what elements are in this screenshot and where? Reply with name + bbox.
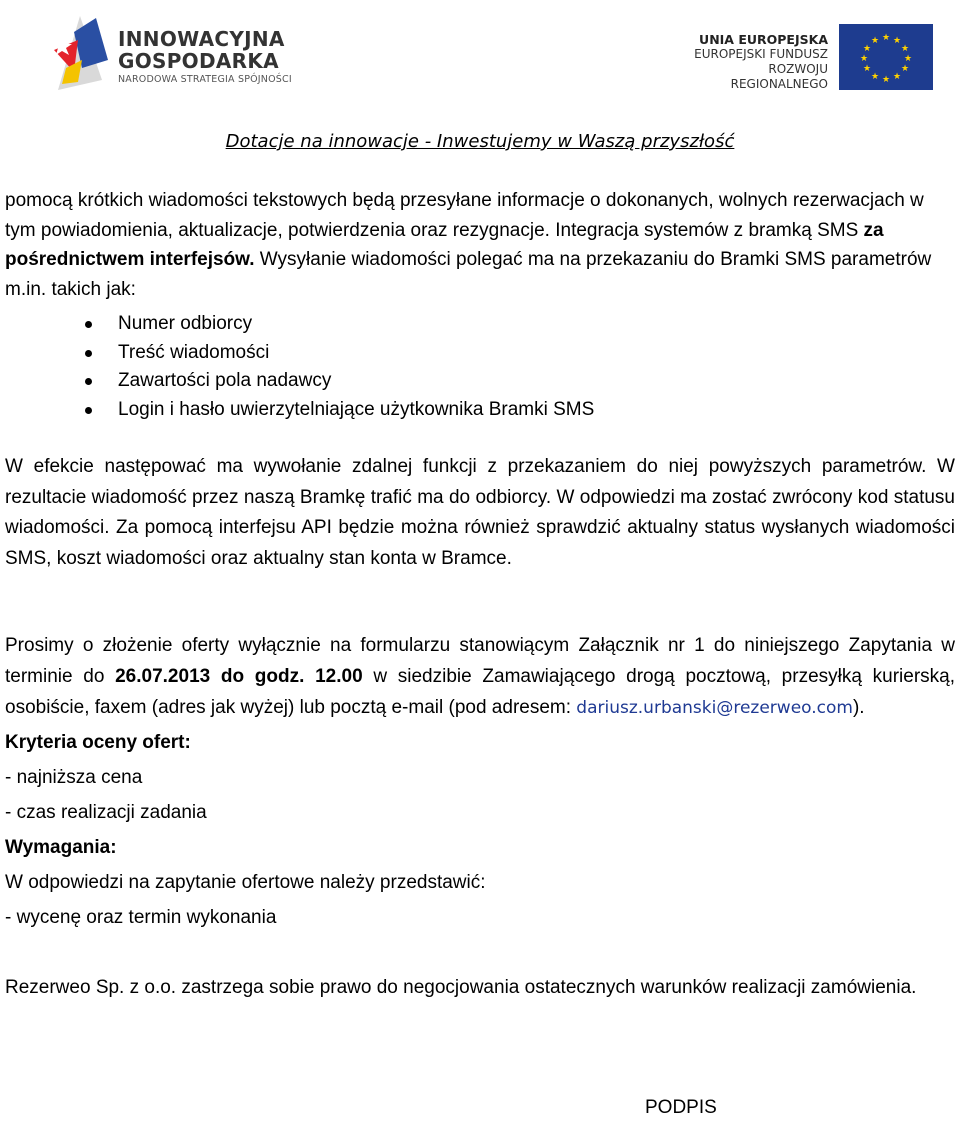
offer-deadline: 26.07.2013 do godz. 12.00 bbox=[115, 666, 363, 687]
requirements-item: - wycenę oraz termin wykonania bbox=[5, 907, 277, 928]
offer-text-c: w siedzibie Zamawiającego drogą pocztową, przesyłką kurierską, osobiście, faxem (adres jak wyżej) lub pocztą e-mail (pod adresem: bbox=[5, 666, 955, 718]
document-body bbox=[5, 186, 955, 1003]
svg-text:★: ★ bbox=[862, 64, 872, 74]
list-item-text: Zawartości pola nadawcy bbox=[118, 370, 332, 391]
svg-text:★: ★ bbox=[900, 64, 910, 74]
svg-text:★: ★ bbox=[900, 44, 910, 54]
bullet-icon bbox=[85, 378, 92, 385]
parameters-list bbox=[5, 310, 955, 424]
email-link[interactable]: dariusz.urbanski@rezerweo.com bbox=[576, 698, 853, 718]
intro-text-bold: za pośrednictwem interfejsów. bbox=[5, 219, 884, 270]
signature-label: PODPIS bbox=[645, 1097, 717, 1118]
criteria-item: - czas realizacji zadania bbox=[5, 802, 207, 823]
paragraph-reservation: Rezerweo Sp. z o.o. zastrzega sobie prawo do negocjowania ostatecznych warunków realizacji zamówienia. bbox=[5, 977, 917, 998]
requirements-intro: W odpowiedzi na zapytanie ofertowe należy przedstawić: bbox=[5, 872, 486, 893]
paragraph-offer bbox=[5, 630, 955, 724]
list-item-text: Login i hasło uwierzytelniające użytkownika Bramki SMS bbox=[118, 398, 595, 420]
bullet-icon bbox=[85, 350, 92, 357]
page-header bbox=[0, 0, 960, 100]
criteria-heading: Kryteria oceny ofert: bbox=[5, 732, 191, 753]
logo-line-2: GOSPODARKA bbox=[118, 49, 279, 73]
list-item bbox=[5, 396, 955, 425]
paragraph-effect: W efekcie następować ma wywołanie zdalnej funkcji z przekazaniem do niej powyższych parametrów. W rezultacie wiadomość przez naszą Bramkę trafić ma do odbiorcy. W odpowiedzi ma zostać zwrócony kod statusu wiadomości. Za pomocą interfejsu API będzie można również sprawdzić aktualny status wysłanych wiadomości SMS, koszt wiadomości oraz aktualny stan konta w Bramce. bbox=[5, 456, 955, 569]
requirements-heading: Wymagania: bbox=[5, 837, 117, 858]
eu-fund-logo bbox=[668, 22, 938, 92]
eu-logo-line-1: UNIA EUROPEJSKA bbox=[699, 32, 828, 47]
intro-text-a: pomocą krótkich wiadomości tekstowych będą przesyłane informacje o dokonanych, wolnych rezerwacjach w tym powiadomienia, aktualizacje, potwierdzenia oraz rezygnacje. Integracja systemów z bramką SMS bbox=[5, 190, 924, 241]
offer-text-d: ). bbox=[852, 697, 865, 718]
bullet-icon bbox=[85, 407, 92, 414]
svg-text:★: ★ bbox=[892, 72, 902, 82]
offer-text-a: Prosimy o złożenie oferty wyłącznie na formularzu stanowiącym Załącznik nr 1 do niniejszego Zapytania w terminie do bbox=[5, 635, 955, 687]
logo-line-1: INNOWACYJNA bbox=[118, 27, 285, 51]
list-item bbox=[5, 367, 955, 396]
list-item bbox=[5, 339, 955, 368]
list-item-text: Numer odbiorcy bbox=[118, 313, 253, 334]
innowacyjna-gospodarka-logo bbox=[52, 10, 322, 94]
eu-logo-line-3: ROZWOJU REGIONALNEGO bbox=[730, 62, 828, 91]
svg-text:★: ★ bbox=[903, 54, 913, 64]
bullet-icon bbox=[85, 321, 92, 328]
svg-text:★: ★ bbox=[892, 36, 902, 46]
slogan: Dotacje na innowacje - Inwestujemy w Waszą przyszłość bbox=[225, 131, 735, 152]
list-item bbox=[5, 310, 955, 339]
svg-text:★: ★ bbox=[870, 72, 880, 82]
svg-text:★: ★ bbox=[870, 36, 880, 46]
innowacyjna-gospodarka-emblem bbox=[52, 10, 118, 94]
list-item-text: Treść wiadomości bbox=[118, 341, 270, 363]
svg-text:★: ★ bbox=[881, 33, 891, 43]
logo-line-3: NARODOWA STRATEGIA SPÓJNOŚCI bbox=[118, 74, 292, 85]
eu-logo-line-2: EUROPEJSKI FUNDUSZ bbox=[694, 47, 828, 61]
intro-text-c: Wysyłanie wiadomości polegać ma na przekazaniu do Bramki SMS parametrów m.in. takich jak: bbox=[5, 249, 932, 300]
svg-text:★: ★ bbox=[881, 75, 891, 85]
paragraph-intro bbox=[5, 186, 955, 304]
eu-flag-icon bbox=[839, 24, 933, 90]
svg-text:★: ★ bbox=[859, 54, 869, 64]
criteria-item: - najniższa cena bbox=[5, 767, 143, 788]
svg-text:★: ★ bbox=[862, 44, 872, 54]
